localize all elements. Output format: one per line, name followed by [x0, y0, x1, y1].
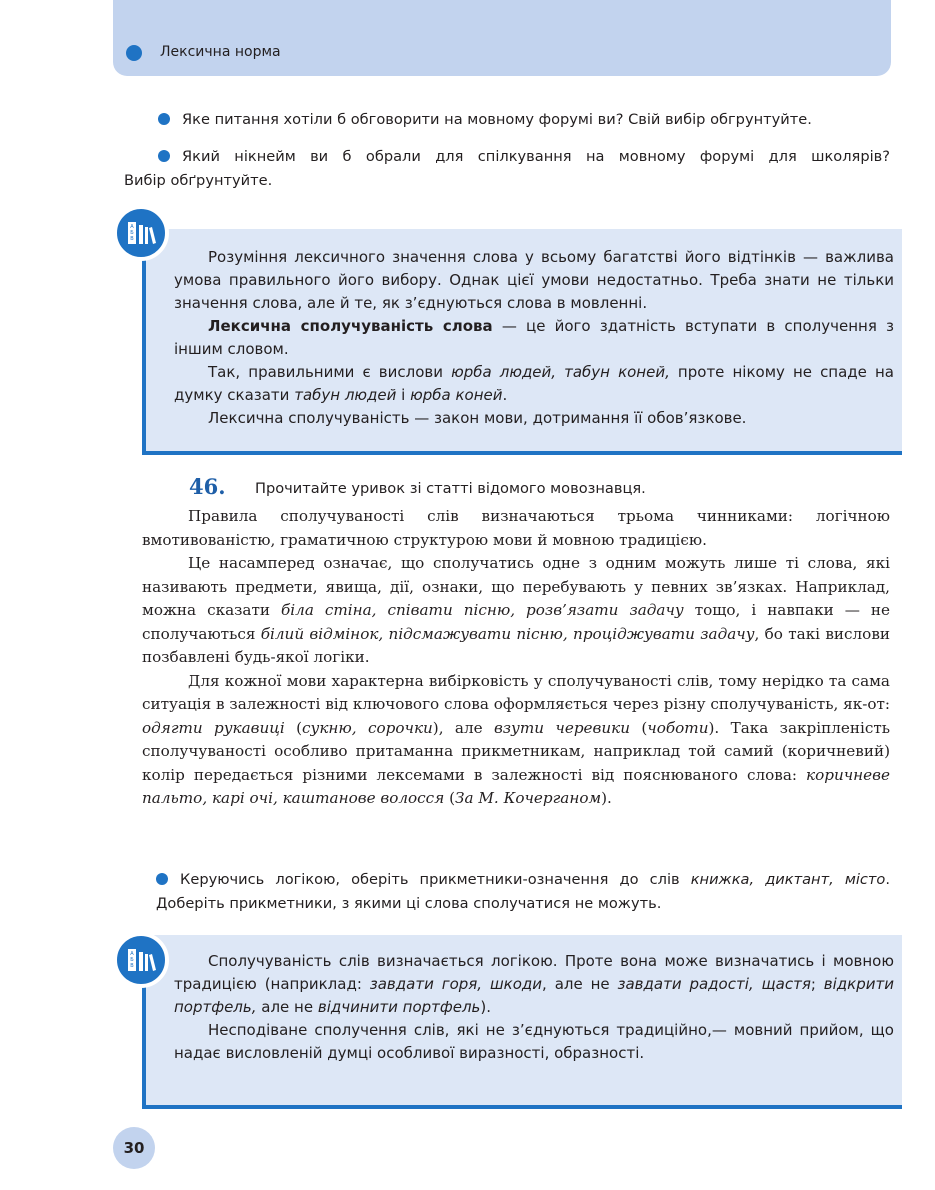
rule-2-paragraph-2: Несподіване сполучення слів, які не з’єднуються традиційно,— мовний прийом, що надає висловленій думці особливої виразності, образності.: [174, 1021, 894, 1062]
exercise-number: 46.: [189, 474, 226, 499]
svg-text:В: В: [130, 963, 134, 969]
term-bold: Лексична сполучуваність слова: [208, 317, 493, 335]
bullet-dot-icon: [156, 873, 168, 885]
rule-box-lexical-compatibility: [142, 229, 902, 455]
question-2-text-line2: Вибір обґрунтуйте.: [124, 172, 273, 189]
question-1: [158, 108, 898, 132]
rule-box-language-tradition: [142, 935, 902, 1109]
svg-text:Б: Б: [130, 957, 134, 963]
svg-text:Б: Б: [130, 230, 134, 236]
exercise-task: Прочитайте уривок зі статті відомого мовознавця.: [255, 480, 646, 497]
page-number: 30: [113, 1127, 155, 1169]
reading-excerpt: [142, 505, 890, 811]
rule-1-paragraph-4: Лексична сполучуваність — закон мови, дотримання її обов’язкове.: [208, 409, 747, 427]
svg-text:А: А: [130, 951, 134, 957]
books-icon: [113, 932, 169, 988]
svg-text:А: А: [130, 224, 134, 230]
reading-paragraph-3: Для кожної мови характерна вибірковість у сполучуваності слів, тому нерідко та сама ситуація в залежності від ключового слова оформляється через різну сполучуваність, як-от: одягти рукавиці (сукню, сорочки), але взути черевики (чоботи). Така закріпленість сполучуваності особливо притаманна прикметникам, наприклад той самий (коричневий) колір передається різними лексемами в залежності від пояснюваного слова: коричневе пальто, карі очі, каштанове волосся (За М. Кочерганом).: [142, 671, 890, 807]
task-adjectives: Керуючись логікою, оберіть прикметники-означення до слів книжка, диктант, місто. Доберіть прикметники, з якими ці слова сполучатися не можуть.: [156, 871, 890, 912]
header-band: [113, 0, 891, 76]
question-2-text-line1: Який нікнейм ви б обрали для спілкування на мовному форумі для школярів?: [182, 148, 890, 165]
rule-1-paragraph-2: Лексична сполучуваність слова — це його здатність вступати в сполучення з іншим словом.: [174, 317, 894, 358]
question-2: [124, 145, 890, 193]
bullet-dot-icon: [158, 150, 170, 162]
bullet-dot-icon: [158, 113, 170, 125]
section-title: Лексична норма: [160, 44, 281, 60]
svg-text:В: В: [130, 236, 134, 242]
question-1-text: Яке питання хотіли б обговорити на мовному форумі ви? Свій вибір обгрунтуйте.: [182, 111, 812, 128]
reading-paragraph-1: Правила сполучуваності слів визначаються трьома чинниками: логічною вмотивованістю, граматичною структурою мови й мовною традицією.: [142, 507, 890, 549]
rule-1-paragraph-1: Розуміння лексичного значення слова у всьому багатстві його відтінків — важлива умова правильного його вибору. Однак цієї умови недостатньо. Треба знати не тільки значення слова, але й те, як з’єднуються слова в мовленні.: [174, 248, 894, 312]
reading-paragraph-2: Це насамперед означає, що сполучатись одне з одним можуть лише ті слова, які називають предмети, явища, дії, ознаки, що перебувають у певних зв’язках. Наприклад, можна сказати біла стіна, співати пісню, розв’язати задачу тощо, і навпаки — не сполучаються білий відмінок, підсмажувати пісню, проціджувати задачу, бо такі вислови позбавлені будь-якої логіки.: [142, 554, 890, 666]
books-icon: [113, 205, 169, 261]
rule-2-paragraph-1: Сполучуваність слів визначається логікою. Проте вона може визначатись і мовною традицією (наприклад: завдати горя, шкоди, але не завдати радості, щастя; відкрити портфель, але не відчинити портфель).: [174, 952, 894, 1016]
section-dot-icon: [126, 45, 142, 61]
rule-1-paragraph-3: Так, правильними є вислови юрба людей, табун коней, проте нікому не спаде на думку сказати табун людей і юрба коней.: [174, 363, 894, 404]
